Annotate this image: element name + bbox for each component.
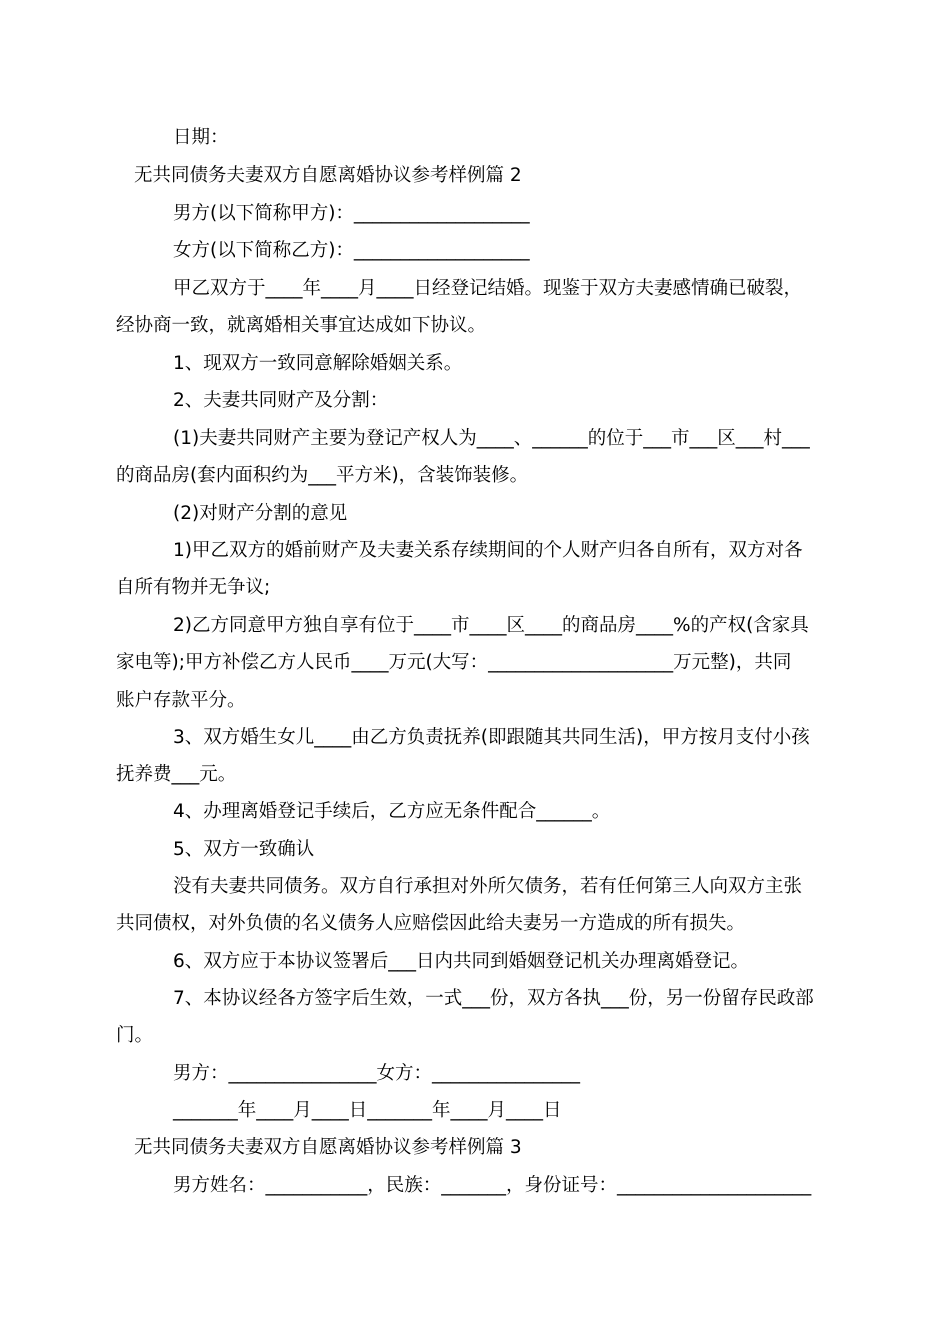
clause-2-2-2-line-1: 2)乙方同意甲方独自享有位于____市____区____的商品房____%的产权(含家具 bbox=[173, 615, 809, 636]
clause-7-line-2: 门。 bbox=[116, 1025, 154, 1046]
clause-5: 5、双方一致确认 bbox=[173, 839, 315, 860]
husband-info-line: 男方姓名：___________，民族：_______，身份证号：_____________________ bbox=[173, 1175, 812, 1196]
clause-3-line-1: 3、双方婚生女儿____由乙方负责抚养(即跟随其共同生活)，甲方按月支付小孩 bbox=[173, 727, 810, 748]
intro-paragraph-line-1: 甲乙双方于____年____月____日经登记结婚。现鉴于双方夫妻感情确已破裂， bbox=[173, 278, 803, 299]
clause-4: 4、办理离婚登记手续后，乙方应无条件配合______。 bbox=[173, 801, 611, 822]
clause-2: 2、夫妻共同财产及分割： bbox=[173, 390, 389, 411]
clause-1: 1、现双方一致同意解除婚姻关系。 bbox=[173, 353, 463, 374]
clause-5-line-1: 没有夫妻共同债务。双方自行承担对外所欠债务，若有任何第三人向双方主张 bbox=[173, 876, 803, 897]
clause-2-2-2-line-2: 家电等);甲方补偿乙方人民币____万元(大写：____________________万元整)，共同 bbox=[116, 652, 792, 673]
section-heading-3: 无共同债务夫妻双方自愿离婚协议参考样例篇 3 bbox=[134, 1137, 522, 1158]
clause-2-2-1-line-1: 1)甲乙双方的婚前财产及夫妻关系存续期间的个人财产归各自所有，双方对各 bbox=[173, 540, 803, 561]
clause-2-2-1-line-2: 自所有物并无争议; bbox=[116, 577, 271, 598]
husband-line: 男方(以下简称甲方)：___________________ bbox=[173, 203, 530, 224]
signature-line: 男方：________________女方：________________ bbox=[173, 1063, 581, 1084]
signature-date-line: _______年____月____日_______年____月____日 bbox=[173, 1100, 562, 1121]
clause-2-1-line-1: (1)夫妻共同财产主要为登记产权人为____、______的位于___市___区___村___ bbox=[173, 428, 810, 449]
intro-paragraph-line-2: 经协商一致，就离婚相关事宜达成如下协议。 bbox=[116, 315, 487, 336]
clause-2-1-line-2: 的商品房(套内面积约为___平方米)，含装饰装修。 bbox=[116, 465, 529, 486]
clause-2-2-2-line-3: 账户存款平分。 bbox=[116, 690, 246, 711]
clause-3-line-2: 抚养费___元。 bbox=[116, 764, 237, 785]
clause-5-line-2: 共同债权，对外负债的名义债务人应赔偿因此给夫妻另一方造成的所有损失。 bbox=[116, 913, 746, 934]
wife-line: 女方(以下简称乙方)：___________________ bbox=[173, 240, 530, 261]
clause-6: 6、双方应于本协议签署后___日内共同到婚姻登记机关办理离婚登记。 bbox=[173, 951, 750, 972]
section-heading-2: 无共同债务夫妻双方自愿离婚协议参考样例篇 2 bbox=[134, 165, 522, 186]
date-label: 日期： bbox=[173, 127, 229, 148]
clause-2-2: (2)对财产分割的意见 bbox=[173, 503, 348, 524]
clause-7-line-1: 7、本协议经各方签字后生效，一式___份，双方各执___份，另一份留存民政部 bbox=[173, 988, 814, 1009]
